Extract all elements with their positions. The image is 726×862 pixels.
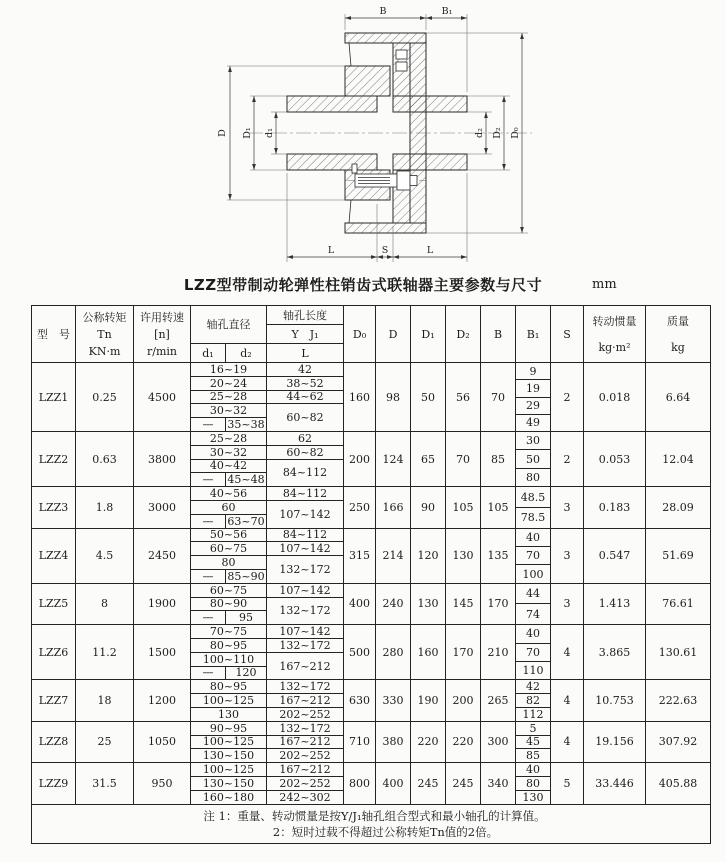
bore-d-cell: 80~95 (191, 638, 267, 652)
dim-S-cell: 4 (551, 625, 584, 680)
b1-cell (516, 363, 551, 432)
unit-label: mm (592, 277, 617, 292)
dim-S-cell: 2 (551, 363, 584, 432)
b1-segment: 29 (516, 398, 550, 415)
dim-S-cell: 3 (551, 583, 584, 624)
bore-length-cell: 132~172 (267, 680, 344, 694)
header-d1: d₁ (191, 344, 226, 363)
dim-D2-cell: 130 (446, 528, 481, 583)
mass-cell: 307.92 (646, 721, 711, 762)
notes-cell (32, 804, 711, 843)
dim-D-cell: 380 (376, 721, 411, 762)
header-yj1: Y J₁ (267, 325, 344, 344)
header-speed-line2: [n] (154, 327, 170, 341)
header-mass-unit: kg (671, 340, 685, 354)
b1-cell (516, 763, 551, 804)
dim-label-D0: D₀ (510, 127, 521, 139)
spec-subrow (32, 583, 711, 597)
dim-D2-cell: 70 (446, 432, 481, 487)
dim-label-D: D (217, 129, 228, 137)
b1-segment: 48.5 (516, 487, 550, 508)
bore-d1-cell: — (191, 611, 226, 625)
bore-d2-cell: 85~90 (227, 569, 265, 583)
bore-d1-cell: — (191, 514, 226, 528)
header-speed-line3: r/min (147, 344, 177, 358)
b1-segment: 70 (516, 644, 550, 662)
b1-segment: 40 (516, 625, 550, 643)
dim-D0-cell: 315 (344, 528, 376, 583)
dim-D1-cell: 65 (411, 432, 446, 487)
bore-d-cell: 80~90 (191, 597, 267, 611)
dim-D0-cell: 160 (344, 363, 376, 432)
b1-cell (516, 432, 551, 487)
dim-D2-cell: 200 (446, 680, 481, 721)
bore-d2-cell: 63~70 (227, 514, 265, 528)
bore-length-cell: 132~172 (267, 597, 344, 625)
b1-segment: 42 (516, 680, 550, 694)
bore-d1-cell: — (191, 418, 226, 432)
model-cell: LZZ8 (32, 721, 76, 762)
b1-segment: 80 (526, 470, 540, 484)
bore-length-cell: 84~112 (267, 487, 344, 501)
model-cell: LZZ2 (32, 432, 76, 487)
speed-cell: 950 (134, 763, 191, 804)
dim-label-d2: d₂ (474, 128, 485, 138)
speed-cell: 1500 (134, 625, 191, 680)
bore-d-cell: 16~19 (191, 363, 267, 377)
bore-d2-cell: 35~38 (227, 418, 265, 432)
spec-subrow (32, 680, 711, 694)
bore-d-cell: 100~125 (191, 694, 267, 708)
bore-d-cell: 25~28 (191, 432, 267, 446)
inertia-cell: 0.018 (584, 363, 646, 432)
bore-d-cell: 30~32 (191, 445, 267, 459)
dim-S-cell: 4 (551, 721, 584, 762)
dim-B-cell: 170 (481, 583, 516, 624)
header-bore-length: 轴孔长度 (267, 306, 344, 325)
inertia-cell: 0.547 (584, 528, 646, 583)
speed-cell: 1050 (134, 721, 191, 762)
dim-B-cell: 210 (481, 625, 516, 680)
bore-d-cell: 60~75 (191, 542, 267, 556)
dim-label-L-left: L (327, 245, 335, 256)
b1-stack (516, 584, 550, 624)
bore-length-cell: 202~252 (267, 749, 344, 763)
header-model: 型 号 (32, 306, 76, 363)
bore-d2-cell: 45~48 (227, 473, 265, 487)
dim-S-cell: 4 (551, 680, 584, 721)
brake-drum-bottom-rim (345, 223, 426, 233)
dim-D-cell: 214 (376, 528, 411, 583)
inertia-cell: 0.053 (584, 432, 646, 487)
spec-subrow (32, 625, 711, 639)
b1-stack (516, 680, 550, 720)
dim-B-cell: 70 (481, 363, 516, 432)
dim-D0-cell: 400 (344, 583, 376, 624)
table-body (32, 363, 711, 805)
notes-row (32, 804, 711, 843)
dim-D-cell: 280 (376, 625, 411, 680)
parameter-table (31, 305, 711, 844)
bore-length-cell: 132~172 (267, 721, 344, 735)
b1-cell (516, 583, 551, 624)
b1-segment: 130 (522, 790, 544, 804)
dim-D0-cell: 800 (344, 763, 376, 804)
dim-B-cell: 265 (481, 680, 516, 721)
b1-segment: 9 (516, 363, 550, 380)
b1-segment: 85 (526, 749, 540, 763)
drum-inner-contour-top (349, 43, 351, 66)
torque-cell: 11.2 (76, 625, 134, 680)
dim-label-D2: D₂ (492, 127, 503, 139)
dim-S-cell: 3 (551, 528, 584, 583)
dim-D-cell: 330 (376, 680, 411, 721)
mass-cell: 28.09 (646, 487, 711, 528)
header-mass (646, 306, 711, 363)
bore-d2-cell: 120 (226, 666, 267, 680)
b1-segment: 19 (516, 380, 550, 397)
bore-length-cell: 167~212 (267, 694, 344, 708)
b1-segment: 70 (516, 547, 550, 565)
inertia-cell: 0.183 (584, 487, 646, 528)
bore-length-cell: 60~82 (267, 445, 344, 459)
bore-length-cell: 132~172 (267, 556, 344, 584)
mass-cell: 222.63 (646, 680, 711, 721)
bore-length-cell: 107~142 (267, 625, 344, 639)
dim-D1-cell: 160 (411, 625, 446, 680)
header-S: S (551, 306, 584, 363)
mass-cell: 130.61 (646, 625, 711, 680)
header-D0: D₀ (344, 306, 376, 363)
spec-subrow (32, 763, 711, 777)
dim-D2-cell: 220 (446, 721, 481, 762)
dim-label-d1: d₁ (264, 128, 275, 138)
bore-length-cell: 202~252 (267, 707, 344, 721)
bore-length-cell: 84~112 (267, 528, 344, 542)
b1-segment: 110 (522, 664, 544, 678)
b1-segment: 44 (516, 584, 550, 605)
bore-d-cell: 40~42 (191, 459, 267, 473)
upper-pin-b (396, 62, 407, 71)
b1-stack (516, 432, 550, 486)
drum-inner-contour-bottom (349, 200, 351, 223)
note-line-2: 2：短时过载不得超过公称转矩Tn值的2倍。 (272, 824, 499, 839)
spec-subrow (32, 432, 711, 446)
right-hub-upper-wall (393, 96, 467, 112)
dim-label-S: S (381, 245, 389, 256)
bore-d-cell: 130 (191, 707, 267, 721)
bore-length-cell: 38~52 (267, 376, 344, 390)
model-cell: LZZ9 (32, 763, 76, 804)
header-inertia (584, 306, 646, 363)
speed-cell: 3800 (134, 432, 191, 487)
spec-subrow (32, 487, 711, 501)
dim-B-cell: 340 (481, 763, 516, 804)
dim-B-cell: 135 (481, 528, 516, 583)
dim-D0-cell: 250 (344, 487, 376, 528)
small-pin (352, 164, 357, 173)
bore-d-cell: 160~180 (191, 790, 267, 804)
b1-segment: 49 (526, 416, 540, 430)
bore-d1-cell: — (191, 666, 226, 680)
torque-cell: 25 (76, 721, 134, 762)
b1-segment: 40 (516, 763, 550, 777)
bore-d-cell: 60~75 (191, 583, 267, 597)
bore-d-cell: 130~150 (191, 776, 267, 790)
model-cell: LZZ4 (32, 528, 76, 583)
speed-cell: 4500 (134, 363, 191, 432)
torque-cell: 0.63 (76, 432, 134, 487)
header-D1: D₁ (411, 306, 446, 363)
bore-d-cell: 40~56 (191, 487, 267, 501)
spec-subrow (32, 363, 711, 377)
note-line-1: 注 1：重量、转动惯量是按Y/J₁轴孔组合型式和最小轴孔的计算值。 (203, 808, 546, 823)
b1-stack (516, 529, 550, 583)
dim-D-cell: 124 (376, 432, 411, 487)
title-row (0, 274, 726, 295)
bore-length-cell: 107~142 (267, 500, 344, 528)
b1-segment: 74 (526, 607, 540, 621)
header-d2: d₂ (226, 344, 267, 363)
dim-B-cell: 300 (481, 721, 516, 762)
header-bore-diameter: 轴孔直径 (191, 306, 267, 344)
dim-D-cell: 400 (376, 763, 411, 804)
pin-bolt-stub (410, 176, 417, 186)
b1-segment: 40 (516, 529, 550, 547)
spec-subrow (32, 528, 711, 542)
b1-stack (516, 625, 550, 679)
header-D2: D₂ (446, 306, 481, 363)
dim-S-cell: 5 (551, 763, 584, 804)
mass-cell: 76.61 (646, 583, 711, 624)
speed-cell: 1200 (134, 680, 191, 721)
dim-D1-cell: 120 (411, 528, 446, 583)
inertia-cell: 19.156 (584, 721, 646, 762)
dim-D2-cell: 105 (446, 487, 481, 528)
b1-segment: 82 (516, 694, 550, 708)
left-flange-upper (345, 66, 390, 96)
dim-D2-cell: 245 (446, 763, 481, 804)
header-speed (134, 306, 191, 363)
b1-cell (516, 487, 551, 528)
bore-d-cell: 130~150 (191, 749, 267, 763)
speed-cell: 1900 (134, 583, 191, 624)
b1-stack (516, 722, 550, 762)
header-mass-title: 质量 (667, 314, 689, 328)
bore-length-cell: 167~212 (267, 652, 344, 680)
mass-cell: 6.64 (646, 363, 711, 432)
bore-length-cell: 132~172 (267, 638, 344, 652)
right-hub-lower-wall (393, 154, 467, 170)
b1-stack (516, 363, 550, 431)
dim-label-B: B (379, 6, 387, 17)
bore-d-cell: 30~32 (191, 404, 267, 418)
b1-segment: 5 (516, 722, 550, 736)
b1-segment: 30 (516, 432, 550, 450)
bore-d2-cell: 95 (226, 611, 267, 625)
model-cell: LZZ7 (32, 680, 76, 721)
bore-d1-cell: — (191, 473, 226, 487)
inertia-cell: 1.413 (584, 583, 646, 624)
inertia-cell: 33.446 (584, 763, 646, 804)
spec-subrow (32, 721, 711, 735)
dim-D1-cell: 190 (411, 680, 446, 721)
torque-cell: 18 (76, 680, 134, 721)
dim-B-cell: 105 (481, 487, 516, 528)
brake-drum-top-rim (345, 33, 426, 43)
dim-D2-cell: 170 (446, 625, 481, 680)
header-torque-line2: Tn (97, 327, 112, 341)
header-B: B (481, 306, 516, 363)
dim-B-cell: 85 (481, 432, 516, 487)
header-torque (76, 306, 134, 363)
bore-d-cell: 70~75 (191, 625, 267, 639)
b1-cell (516, 721, 551, 762)
dim-D2-cell: 56 (446, 363, 481, 432)
bore-length-cell: 167~212 (267, 735, 344, 749)
dim-S-cell: 2 (551, 432, 584, 487)
bore-length-cell: 62 (267, 432, 344, 446)
b1-segment: 78.5 (520, 511, 546, 525)
dim-label-B1: B₁ (441, 6, 453, 17)
bore-d-cell: 100~125 (191, 735, 267, 749)
mass-cell: 51.69 (646, 528, 711, 583)
torque-cell: 0.25 (76, 363, 134, 432)
upper-pin-a (396, 50, 407, 59)
header-inertia-unit: kg·m² (598, 340, 631, 354)
dim-D1-cell: 220 (411, 721, 446, 762)
left-hub-upper-wall (287, 96, 377, 112)
dim-D-cell: 166 (376, 487, 411, 528)
bore-length-cell: 60~82 (267, 404, 344, 432)
bore-d-cell: 50~56 (191, 528, 267, 542)
bore-length-cell: 242~302 (267, 790, 344, 804)
bore-d-cell: 80 (191, 556, 267, 570)
dim-D0-cell: 500 (344, 625, 376, 680)
torque-cell: 1.8 (76, 487, 134, 528)
dim-D1-cell: 90 (411, 487, 446, 528)
header-torque-line1: 公称转矩 (82, 310, 127, 324)
dim-D1-cell: 50 (411, 363, 446, 432)
bore-d-cell: 60 (191, 500, 267, 514)
torque-cell: 8 (76, 583, 134, 624)
bore-length-cell: 167~212 (267, 763, 344, 777)
b1-segment: 80 (516, 777, 550, 791)
left-hub-lower-wall (287, 154, 377, 170)
bore-d-cell: 90~95 (191, 721, 267, 735)
header-B1: B₁ (516, 306, 551, 363)
dim-D1-cell: 130 (411, 583, 446, 624)
dim-D0-cell: 630 (344, 680, 376, 721)
brake-drum-right-wall (410, 43, 426, 223)
dim-S-cell: 3 (551, 487, 584, 528)
speed-cell: 2450 (134, 528, 191, 583)
dim-D1-cell: 245 (411, 763, 446, 804)
inertia-cell: 3.865 (584, 625, 646, 680)
header-L: L (267, 344, 344, 363)
b1-segment: 50 (516, 450, 550, 468)
mass-cell: 405.88 (646, 763, 711, 804)
header-inertia-title: 转动惯量 (592, 314, 637, 328)
bore-length-cell: 42 (267, 363, 344, 377)
dim-D2-cell: 145 (446, 583, 481, 624)
torque-cell: 4.5 (76, 528, 134, 583)
header-speed-line1: 许用转速 (140, 310, 184, 324)
dim-D-cell: 240 (376, 583, 411, 624)
mass-cell: 12.04 (646, 432, 711, 487)
b1-segment: 112 (522, 707, 544, 721)
bore-length-cell: 44~62 (267, 390, 344, 404)
b1-cell (516, 680, 551, 721)
bore-length-cell: 107~142 (267, 542, 344, 556)
b1-stack (516, 763, 550, 803)
bore-d-cell: 25~28 (191, 390, 267, 404)
dim-D0-cell: 710 (344, 721, 376, 762)
bore-d-cell: 100~110 (191, 652, 267, 666)
bore-d-cell: 80~95 (191, 680, 267, 694)
bore-d1-cell: — (191, 569, 226, 583)
coupling-section-drawing (0, 0, 726, 272)
b1-segment: 100 (522, 567, 544, 581)
model-cell: LZZ5 (32, 583, 76, 624)
b1-cell (516, 528, 551, 583)
pin-bolt-nut (397, 171, 410, 190)
header-D: D (376, 306, 411, 363)
dim-D-cell: 98 (376, 363, 411, 432)
bore-d-cell: 20~24 (191, 376, 267, 390)
model-cell: LZZ3 (32, 487, 76, 528)
bore-length-cell: 84~112 (267, 459, 344, 487)
page-title: LZZ型带制动轮弹性柱销齿式联轴器主要参数与尺寸 (183, 276, 543, 294)
inertia-cell: 10.753 (584, 680, 646, 721)
bore-length-cell: 107~142 (267, 583, 344, 597)
bore-d-cell: 100~125 (191, 763, 267, 777)
torque-cell: 31.5 (76, 763, 134, 804)
b1-stack (516, 487, 550, 527)
dim-D0-cell: 200 (344, 432, 376, 487)
dim-label-D1: D₁ (242, 127, 253, 139)
model-cell: LZZ6 (32, 625, 76, 680)
table-footer (32, 804, 711, 843)
b1-cell (516, 625, 551, 680)
model-cell: LZZ1 (32, 363, 76, 432)
bore-length-cell: 202~252 (267, 776, 344, 790)
speed-cell: 3000 (134, 487, 191, 528)
dim-label-L-right: L (426, 245, 434, 256)
table-header (32, 306, 711, 363)
header-torque-line3: KN·m (88, 344, 121, 358)
b1-segment: 45 (516, 736, 550, 750)
